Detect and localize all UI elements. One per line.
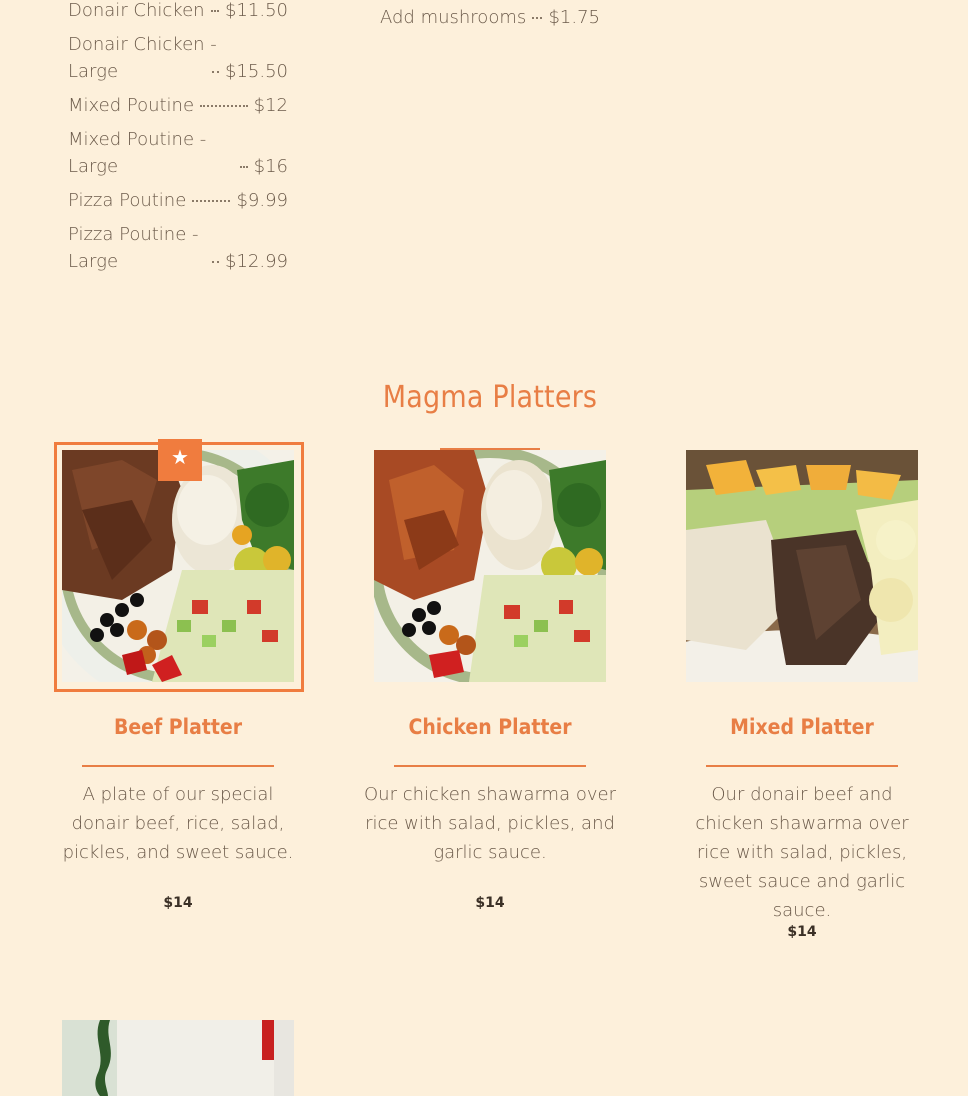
menu-item-name: Donair Chicken (68, 0, 205, 21)
platter-name: Chicken Platter (408, 715, 572, 739)
dot-leader (240, 166, 248, 168)
menu-item-name-line2: Large (68, 251, 119, 272)
menu-item-price: $16 (253, 156, 288, 177)
menu-item-price: $12 (253, 95, 288, 116)
menu-item-price: $9.99 (236, 190, 288, 211)
menu-item-name: Add mushrooms (380, 7, 527, 28)
menu-item-price: $11.50 (225, 0, 288, 21)
menu-item (68, 0, 288, 24)
menu-item-name-line2: Large (68, 156, 119, 177)
platter-price: $14 (475, 895, 505, 911)
menu-item-name: Mixed Poutine - (68, 129, 207, 150)
platter-description: A plate of our special donair beef, rice, salad, pickles, and sweet sauce. (62, 784, 294, 863)
menu-item-name: Mixed Poutine (68, 95, 195, 116)
star-icon: ★ (158, 439, 202, 481)
dot-leader (192, 200, 230, 202)
menu-item (380, 4, 600, 31)
mixed-platter-photo[interactable] (686, 450, 918, 682)
beef-platter-photo[interactable] (62, 450, 294, 682)
menu-item-name-line2: Large (68, 61, 119, 82)
menu-item-price: $15.50 (225, 61, 288, 82)
platter-price: $14 (163, 895, 193, 911)
menu-item-name: Donair Chicken - (68, 34, 217, 55)
platter-description: Our chicken shawarma over rice with salad, pickles, and garlic sauce. (364, 784, 616, 863)
dot-leader (532, 17, 542, 19)
dot-leader (212, 71, 219, 73)
menu-item-name: Pizza Poutine - (68, 224, 199, 245)
dot-leader (211, 10, 219, 12)
menu-item-price: $12.99 (225, 251, 288, 272)
dot-leader (212, 261, 219, 263)
menu-item (68, 187, 288, 214)
platter-name: Beef Platter (113, 715, 243, 739)
menu-item (68, 221, 288, 275)
dot-leader (200, 105, 248, 107)
menu-item-price: $1.75 (548, 7, 600, 28)
platter-price: $14 (787, 924, 817, 940)
platter-divider (706, 765, 898, 767)
section-title: Magma Platters (382, 380, 598, 415)
menu-item-name: Pizza Poutine (68, 190, 187, 211)
platter-description: Our donair beef and chicken shawarma over rice with salad, pickles, sweet sauce and garlic sauce. (695, 784, 909, 921)
next-platter-photo[interactable] (62, 1020, 294, 1096)
platter-divider (82, 765, 274, 767)
platter-name: Mixed Platter (730, 715, 874, 739)
platter-divider (394, 765, 586, 767)
menu-item (68, 31, 288, 85)
menu-item (68, 126, 288, 180)
chicken-platter-photo[interactable] (374, 450, 606, 682)
menu-item (68, 92, 288, 119)
